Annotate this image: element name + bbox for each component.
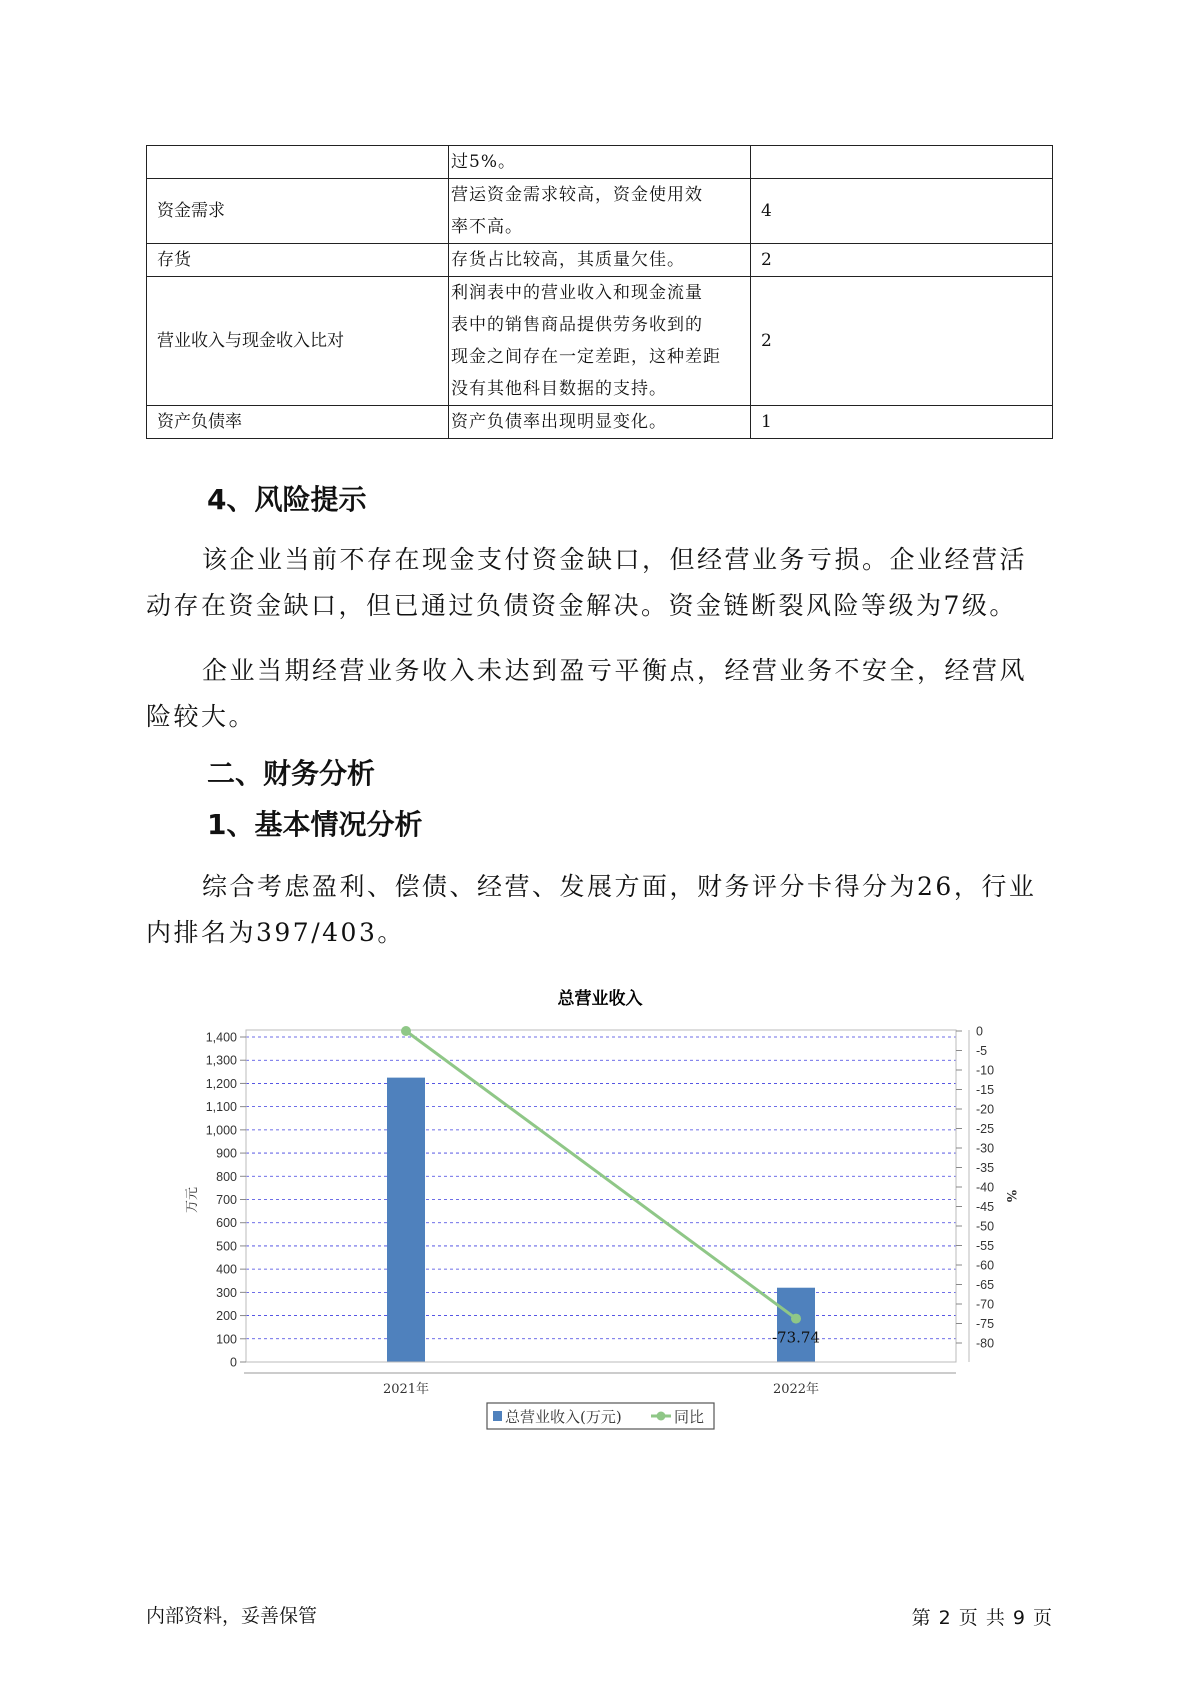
- y-tick-label: 0: [230, 1355, 237, 1370]
- risk-description-line: 率不高。: [451, 217, 523, 237]
- risk-description-line: 营运资金需求较高，资金使用效: [451, 185, 703, 205]
- chart-gridlines: [246, 1037, 956, 1339]
- risk-paragraph-2: [146, 648, 1052, 740]
- risk-item: [147, 146, 449, 179]
- risk-item: 营业收入与现金收入比对: [147, 277, 449, 406]
- y-tick-label: 1,300: [205, 1053, 237, 1068]
- data-label: -73.74: [771, 1328, 821, 1347]
- risk-paragraph-1-line-2: 动存在资金缺口，但已通过负债资金解决。资金链断裂风险等级为7级。: [146, 591, 1017, 620]
- basic-paragraph-line-2: 内排名为397/403。: [146, 918, 405, 947]
- legend-line-marker: [657, 1412, 666, 1421]
- risk-description: [449, 179, 751, 244]
- basic-paragraph-line-1: 综合考虑盈利、偿债、经营、发展方面，财务评分卡得分为26，行业: [202, 872, 1037, 901]
- y-right-tick-label: 0: [976, 1024, 983, 1039]
- y-right-tick-label: -55: [976, 1239, 995, 1253]
- y-right-tick-label: -25: [976, 1122, 995, 1136]
- y-tick-label: 500: [216, 1239, 237, 1254]
- y-right-tick-label: -10: [976, 1063, 995, 1078]
- table-row: [147, 277, 1053, 406]
- y-right-tick-label: -40: [976, 1180, 995, 1195]
- y-tick-label: 900: [216, 1146, 237, 1161]
- y-right-tick-label: -80: [976, 1336, 995, 1351]
- y-tick-label: 1,000: [205, 1123, 237, 1138]
- yoy-point: [791, 1314, 801, 1324]
- y-tick-label: 400: [216, 1262, 237, 1277]
- risk-description-line: 现金之间存在一定差距，这种差距: [451, 347, 721, 367]
- revenue-chart: [0, 975, 1191, 1445]
- risk-score: 4: [751, 179, 1053, 244]
- risk-description: [449, 244, 751, 277]
- chart-labels: [772, 1329, 820, 1347]
- y-tick-label: 200: [216, 1309, 237, 1324]
- risk-description: [449, 146, 751, 179]
- y-right-tick-label: -35: [976, 1161, 995, 1175]
- chart-line-series: [401, 1026, 801, 1324]
- y-right-tick-label: -75: [976, 1317, 995, 1331]
- bar: [777, 1288, 815, 1362]
- plot-frame: [246, 1030, 956, 1362]
- risk-description-line: 表中的销售商品提供劳务收到的: [451, 315, 703, 335]
- legend-line-label: 同比: [674, 1408, 705, 1426]
- y-right-tick-label: -70: [976, 1297, 995, 1312]
- y-tick-label: 100: [216, 1332, 237, 1347]
- finance-section-title: 二、财务分析: [207, 757, 376, 790]
- bar: [387, 1078, 425, 1362]
- chart-bars: [387, 1078, 815, 1362]
- y-tick-label: 1,100: [205, 1100, 237, 1115]
- risk-item: 资产负债率: [147, 406, 449, 439]
- y-tick-label: 600: [216, 1216, 237, 1231]
- y-tick-label: 700: [216, 1193, 237, 1207]
- footer-confidential-note: 内部资料，妥善保管: [146, 1605, 318, 1627]
- x-tick-label: 2022年: [772, 1382, 820, 1397]
- legend-bar-swatch: [493, 1411, 502, 1421]
- y-right-tick-label: -50: [976, 1219, 995, 1234]
- y-right-tick-label: -15: [976, 1083, 995, 1097]
- risk-table: [146, 145, 1053, 439]
- y-tick-label: 300: [216, 1285, 237, 1300]
- y-right-tick-label: -5: [976, 1044, 988, 1058]
- y-tick-label: 800: [216, 1169, 237, 1184]
- chart-title: 总营业收入: [557, 989, 643, 1009]
- y-right-tick-label: -45: [976, 1200, 995, 1214]
- risk-item: 存货: [147, 244, 449, 277]
- y-right-tick-label: -20: [976, 1102, 995, 1117]
- table-row: [147, 146, 1053, 179]
- chart-legend: [487, 1403, 714, 1429]
- y-tick-label: 1,200: [205, 1076, 237, 1091]
- risk-description: [449, 277, 751, 406]
- basic-section-title: 1、基本情况分析: [207, 808, 423, 841]
- y-right-tick-label: -30: [976, 1141, 995, 1156]
- risk-score: 2: [751, 277, 1053, 406]
- risk-score: 1: [751, 406, 1053, 439]
- table-row: [147, 179, 1053, 244]
- y-right-tick-label: -60: [976, 1258, 995, 1273]
- risk-paragraph-1-line-1: 该企业当前不存在现金支付资金缺口，但经营业务亏损。企业经营活: [202, 545, 1028, 574]
- footer-page-number: 第 2 页 共 9 页: [911, 1607, 1053, 1629]
- risk-paragraph-2-line-1: 企业当期经营业务收入未达到盈亏平衡点，经营业务不安全，经营风: [202, 656, 1028, 685]
- risk-description-line: 利润表中的营业收入和现金流量: [451, 283, 703, 303]
- y-tick-label: 1,400: [205, 1030, 237, 1045]
- risk-description-line: 存货占比较高，其质量欠佳。: [451, 250, 685, 270]
- yoy-line: [406, 1031, 796, 1319]
- basic-paragraph: [146, 864, 1052, 956]
- risk-description-line: 过5%。: [451, 152, 516, 172]
- y-axis-label: 万元: [185, 1186, 200, 1214]
- risk-item: 资金需求: [147, 179, 449, 244]
- risk-description-line: 没有其他科目数据的支持。: [451, 379, 667, 399]
- risk-score: [751, 146, 1053, 179]
- y-right-tick-label: -65: [976, 1278, 995, 1292]
- y-right-axis-label: %: [1003, 1189, 1018, 1203]
- risk-paragraph-1: [146, 537, 1052, 629]
- x-tick-label: 2021年: [382, 1382, 430, 1397]
- legend-bar-label: 总营业收入(万元): [505, 1408, 622, 1426]
- risk-paragraph-2-line-2: 险较大。: [146, 702, 257, 731]
- chart-axes: [185, 1025, 1018, 1398]
- risk-description-line: 资产负债率出现明显变化。: [451, 412, 667, 432]
- table-row: [147, 406, 1053, 439]
- risk-score: 2: [751, 244, 1053, 277]
- risk-description: [449, 406, 751, 439]
- table-row: [147, 244, 1053, 277]
- yoy-point: [401, 1026, 411, 1036]
- risk-section-title: 4、风险提示: [207, 483, 367, 516]
